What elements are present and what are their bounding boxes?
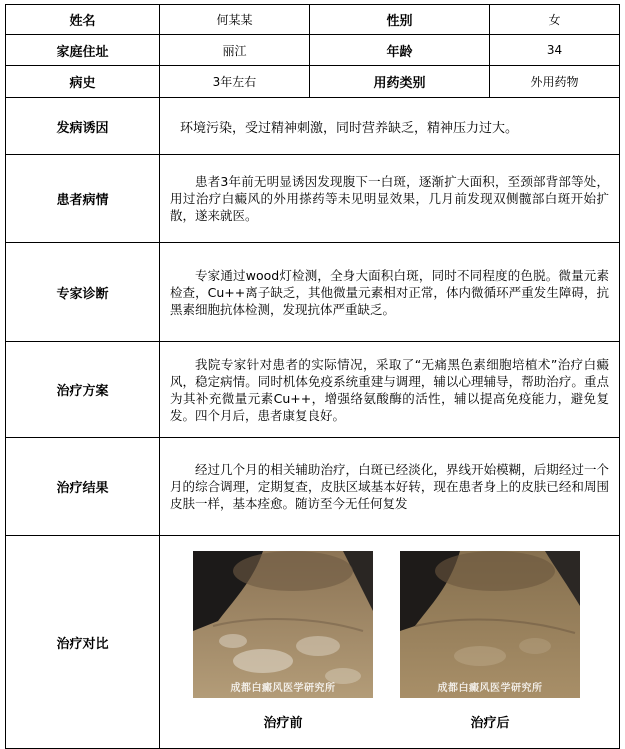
gender-value: 女 bbox=[490, 5, 620, 35]
row-address-age bbox=[6, 35, 620, 66]
address-label: 家庭住址 bbox=[6, 35, 160, 66]
before-neck-image bbox=[193, 551, 373, 698]
compare-label: 治疗对比 bbox=[6, 536, 160, 749]
case-record-table bbox=[5, 4, 620, 749]
after-caption: 治疗后 bbox=[470, 716, 510, 731]
plan-label: 治疗方案 bbox=[6, 342, 160, 438]
medication-label: 用药类别 bbox=[310, 66, 490, 98]
before-caption: 治疗前 bbox=[263, 716, 303, 731]
age-value: 34 bbox=[490, 35, 620, 66]
cause-text: 环境污染，受过精神刺激，同时营养缺乏，精神压力过大。 bbox=[160, 98, 620, 155]
condition-label: 患者病情 bbox=[6, 155, 160, 243]
result-label: 治疗结果 bbox=[6, 438, 160, 536]
plan-text: 我院专家针对患者的实际情况，采取了“无痛黑色素细胞培植术”治疗白癜风，稳定病情。同时机体免疫系统重建与调理，辅以心理辅导，帮助治疗。重点为其补充微量元素Cu++，增强络氨酸酶的活性，辅以提高免疫能力，避免复发。四个月后，患者康复良好。 bbox=[170, 356, 609, 423]
row-plan bbox=[6, 342, 620, 438]
name-value: 何某某 bbox=[160, 5, 310, 35]
before-photo bbox=[193, 551, 373, 698]
row-diagnosis bbox=[6, 243, 620, 342]
result-cell bbox=[160, 438, 620, 536]
compare-cell bbox=[160, 536, 620, 749]
name-label: 姓名 bbox=[6, 5, 160, 35]
diagnosis-cell bbox=[160, 243, 620, 342]
result-text: 经过几个月的相关辅助治疗，白斑已经淡化，界线开始模糊，后期经过一个月的综合调理，定期复查，皮肤区域基本好转，现在患者身上的皮肤已经和周围皮肤一样，基本痊愈。随访至今无任何复发 bbox=[170, 462, 609, 511]
address-value: 丽江 bbox=[160, 35, 310, 66]
row-cause bbox=[6, 98, 620, 155]
gender-label: 性别 bbox=[310, 5, 490, 35]
row-compare bbox=[6, 536, 620, 749]
age-label: 年龄 bbox=[310, 35, 490, 66]
cause-label: 发病诱因 bbox=[6, 98, 160, 155]
history-value: 3年左右 bbox=[160, 66, 310, 98]
row-name-gender bbox=[6, 5, 620, 35]
diagnosis-text: 专家通过wood灯检测，全身大面积白斑，同时不同程度的色脱。微量元素检查，Cu++离子缺乏，其他微量元素相对正常，体内微循环严重发生障碍，抗黑素细胞抗体检测，发现抗体严重缺乏。 bbox=[170, 267, 609, 317]
row-condition bbox=[6, 155, 620, 243]
condition-text: 患者3年前无明显诱因发现腹下一白斑，逐渐扩大面积，至颈部背部等处，用过治疗白癜风的外用搽药等未见明显效果，几月前发现双侧髋部白斑开始扩散，遂来就医。 bbox=[170, 174, 609, 223]
before-watermark: 成都白癜风医学研究所 bbox=[230, 683, 336, 694]
medication-value: 外用药物 bbox=[490, 66, 620, 98]
after-watermark: 成都白癜风医学研究所 bbox=[437, 683, 543, 694]
diagnosis-label: 专家诊断 bbox=[6, 243, 160, 342]
history-label: 病史 bbox=[6, 66, 160, 98]
plan-cell bbox=[160, 342, 620, 438]
after-neck-image bbox=[400, 551, 580, 698]
condition-cell bbox=[160, 155, 620, 243]
row-result bbox=[6, 438, 620, 536]
row-history-medication bbox=[6, 66, 620, 98]
after-photo bbox=[400, 551, 580, 698]
photo-comparison bbox=[160, 536, 619, 748]
